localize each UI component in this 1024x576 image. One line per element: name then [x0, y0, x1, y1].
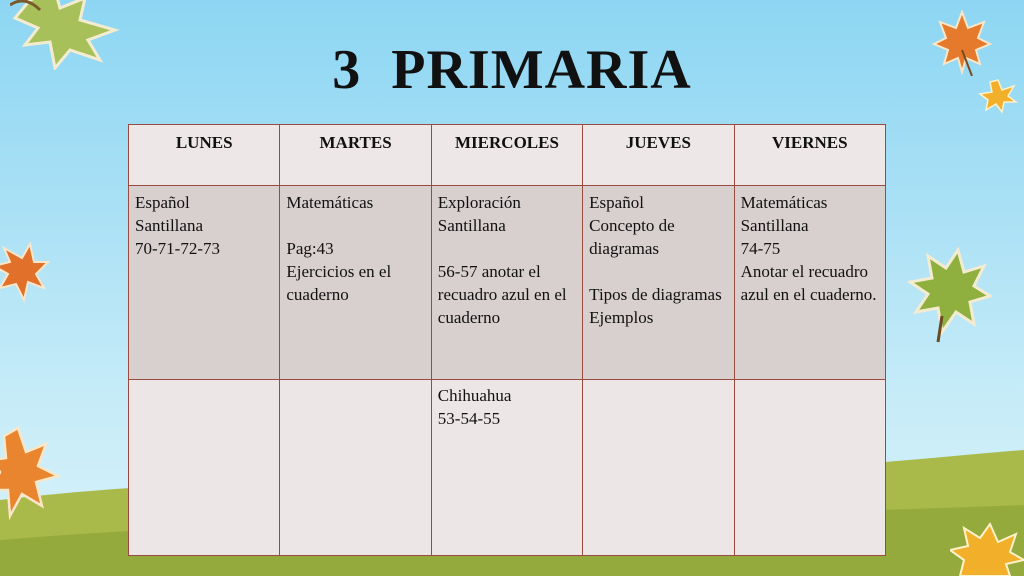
table-cell: Español Concepto de diagramas Tipos de diagramas Ejemplos: [583, 186, 734, 380]
table-cell: [734, 380, 885, 556]
column-header: MARTES: [280, 125, 431, 186]
column-header: MIERCOLES: [431, 125, 582, 186]
table-cell: Español Santillana 70-71-72-73: [129, 186, 280, 380]
maple-leaf-icon: [0, 424, 62, 524]
table-cell: Exploración Santillana 56-57 anotar el recuadro azul en el cuaderno: [431, 186, 582, 380]
table-row: [129, 380, 886, 556]
column-header: VIERNES: [734, 125, 885, 186]
table-cell: Chihuahua 53-54-55: [431, 380, 582, 556]
table-cell: Matemáticas Santillana 74-75 Anotar el recuadro azul en el cuaderno.: [734, 186, 885, 380]
column-header: JUEVES: [583, 125, 734, 186]
page-title: 3 PRIMARIA: [332, 39, 692, 101]
table-cell: [583, 380, 734, 556]
table-cell: [129, 380, 280, 556]
maple-leaf-icon: [0, 240, 50, 304]
table-header-row: [129, 125, 886, 186]
table-cell: [280, 380, 431, 556]
schedule-table: [128, 124, 886, 556]
maple-leaf-icon: [950, 520, 1024, 576]
table-cell: Matemáticas Pag:43 Ejercicios en el cuaderno: [280, 186, 431, 380]
table-row: [129, 186, 886, 380]
column-header: LUNES: [129, 125, 280, 186]
maple-leaf-icon: [908, 246, 992, 346]
